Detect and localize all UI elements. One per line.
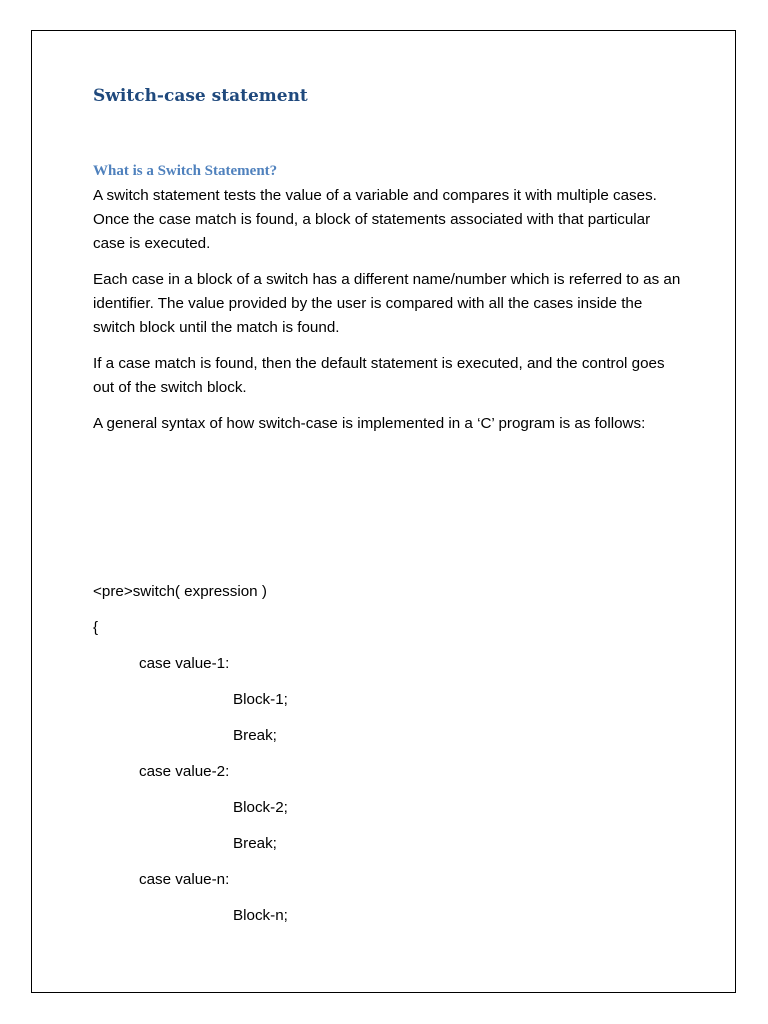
code-line-block-n: Block-n; bbox=[233, 907, 288, 924]
code-line-open-brace: { bbox=[93, 619, 99, 636]
paragraph-2: Each case in a block of a switch has a different name/number which is referred to as an identifier. The value provided by the user is compared with all the cases inside the switch block until the match is found. bbox=[93, 271, 681, 336]
document-title: Switch-case statement bbox=[93, 86, 308, 106]
paragraph-3: If a case match is found, then the default statement is executed, and the control goes out of the switch block. bbox=[93, 355, 665, 396]
code-line-case-1: case value-1: bbox=[139, 655, 230, 672]
paragraph-1: A switch statement tests the value of a variable and compares it with multiple cases. Once the case match is found, a block of statements associated with that particular case is executed. bbox=[93, 187, 657, 252]
code-line-break-1: Break; bbox=[233, 727, 277, 744]
section-heading: What is a Switch Statement? bbox=[93, 163, 278, 179]
code-line-case-2: case value-2: bbox=[139, 763, 230, 780]
code-line-break-2: Break; bbox=[233, 835, 277, 852]
code-line-block-2: Block-2; bbox=[233, 799, 288, 816]
code-line-switch: <pre>switch( expression ) bbox=[93, 583, 267, 600]
code-line-block-1: Block-1; bbox=[233, 691, 288, 708]
code-line-case-n: case value-n: bbox=[139, 871, 230, 888]
paragraph-4: A general syntax of how switch-case is implemented in a ‘C’ program is as follows: bbox=[93, 415, 646, 432]
